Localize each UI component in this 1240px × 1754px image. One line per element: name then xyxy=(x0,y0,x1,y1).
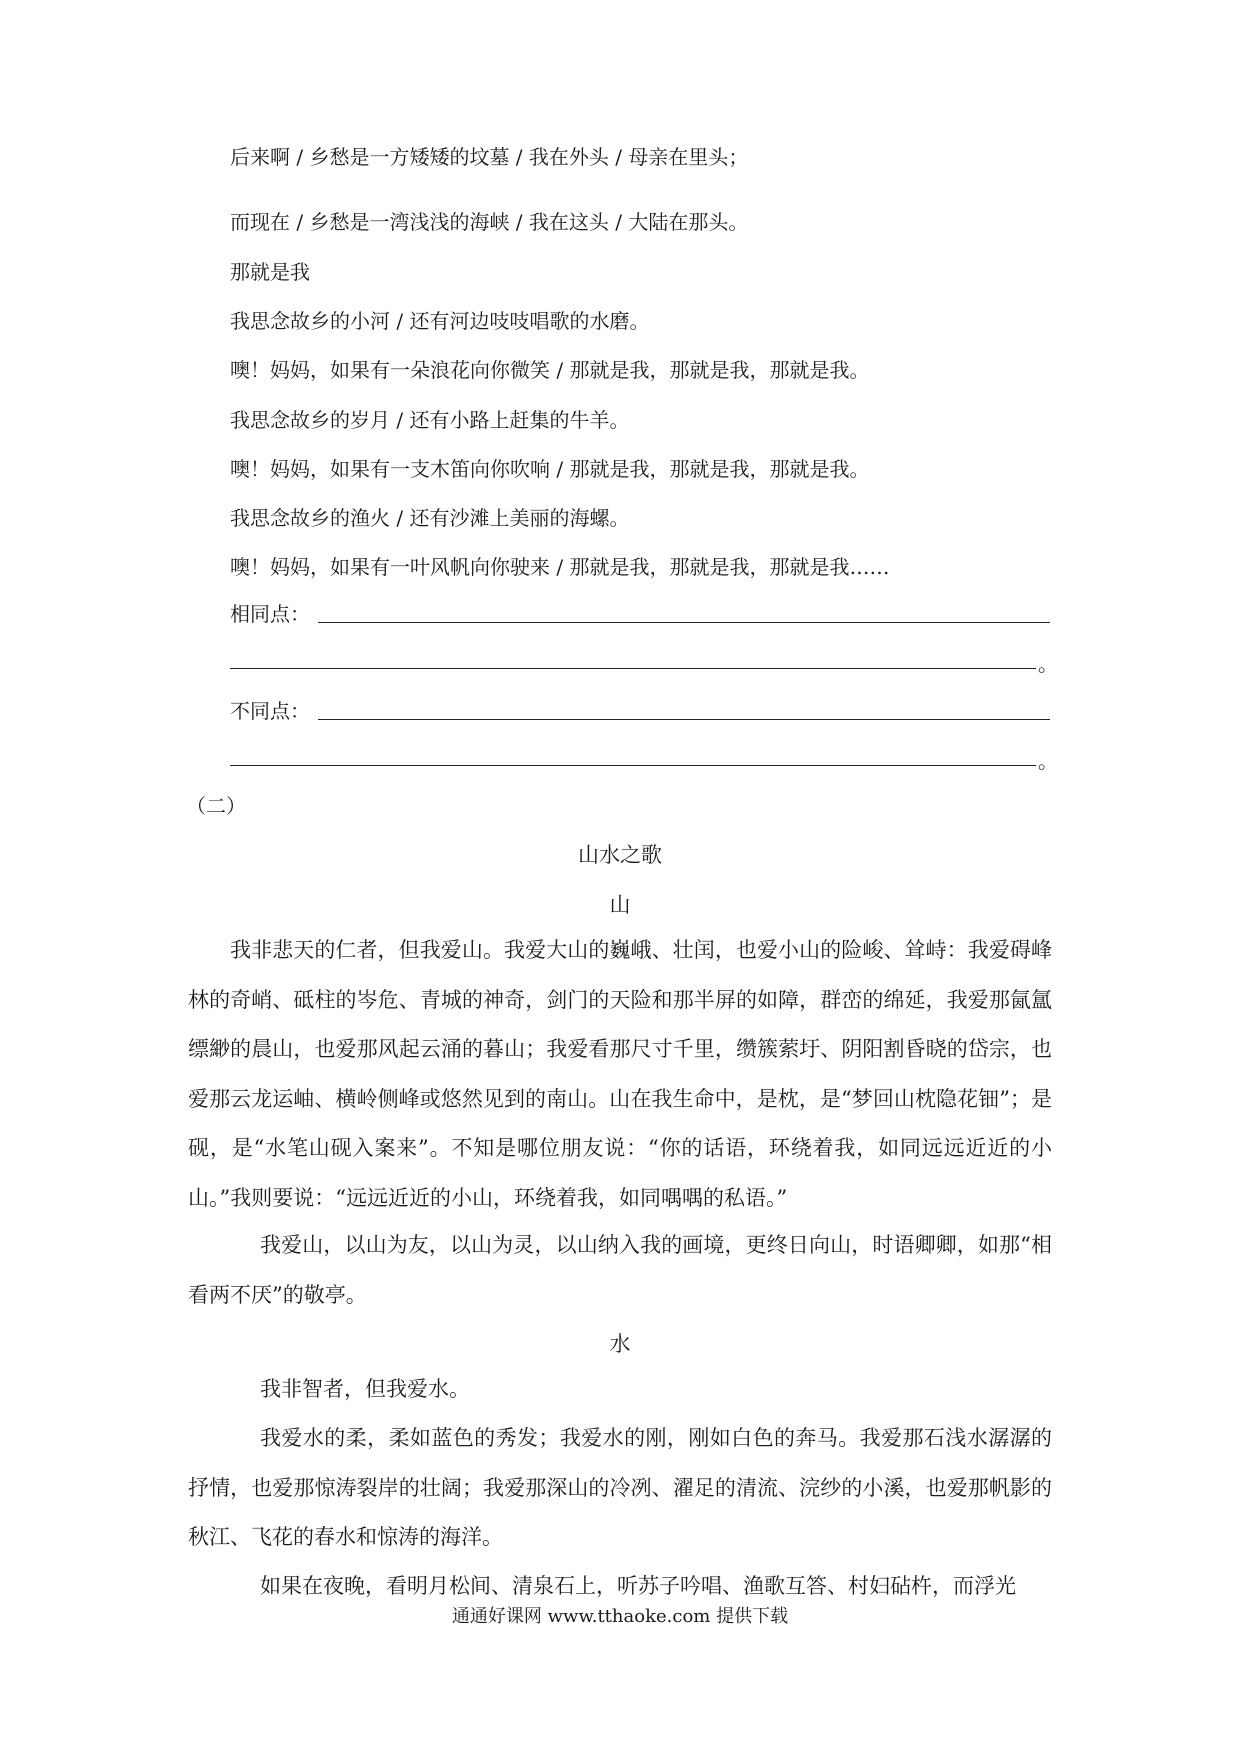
essay-title: 山水之歌 xyxy=(578,843,662,867)
water-paragraph: 如果在夜晚，看明月松间、清泉石上，听苏子吟唱、渔歌互答、村妇砧杵，而浮光 xyxy=(260,1574,1016,1598)
poem-line: 噢！妈妈，如果有一叶风帆向你驶来 / 那就是我，那就是我，那就是我…… xyxy=(230,555,890,579)
mountain-paragraph: 我非悲天的仁者，但我爱山。我爱大山的巍峨、壮闰，也爱小山的险峻、耸峙：我爱碍峰林的奇峭、砥柱的岑危、青城的神奇，剑门的天险和那半屏的如障，群峦的绵延，我爱那氤氲缥緲的晨山，也爱那风起云涌的暮山；我爱看那尺寸千里，缵簇萦圩、阴阳割昏晓的岱宗，也爱那云龙运岫、横岭侧峰或悠然见到的南山。山在我生命中，是枕，是“梦回山枕隐花钿”；是砚，是“水笔山砚入案来”。不知是哪位朋友说：“你的话语，环绕着我，如同远远近近的小山。”我则要说：“远远近近的小山，环绕着我，如同喁喁的私语。” xyxy=(188,938,1052,1210)
poem-line: 而现在 / 乡愁是一湾浅浅的海峡 / 我在这头 / 大陆在那头。 xyxy=(230,210,749,234)
poem-line: 噢！妈妈，如果有一支木笛向你吹响 / 那就是我，那就是我，那就是我。 xyxy=(230,457,870,481)
different-answer-row[interactable] xyxy=(230,697,1050,725)
water-paragraph: 我爱水的柔，柔如蓝色的秀发；我爱水的刚，刚如白色的奔马。我爱那石浅水潺潺的抒情，也爱那惊涛裂岸的壮阔；我爱那深山的冷冽、濯足的清流、浣纱的小溪，也爱那帆影的秋江、飞花的春水和惊涛的海洋。 xyxy=(188,1426,1052,1549)
poem-line: 后来啊 / 乡愁是一方矮矮的坟墓 / 我在外头 / 母亲在里头； xyxy=(230,145,749,169)
end-mark: 。 xyxy=(1038,652,1058,676)
different-label: 不同点： xyxy=(230,699,310,723)
similar-label: 相同点： xyxy=(230,602,310,626)
page-footer: 通通好课网 www.tthaoke.com 提供下载 xyxy=(451,1606,789,1627)
answer-line[interactable] xyxy=(230,668,1036,669)
answer-line xyxy=(318,622,1050,623)
poem-line: 我思念故乡的小河 / 还有河边吱吱唱歌的水磨。 xyxy=(230,309,650,333)
water-paragraph: 我非智者，但我爱水。 xyxy=(260,1377,470,1401)
poem-title: 那就是我 xyxy=(230,260,310,284)
poem-line: 噢！妈妈，如果有一朵浪花向你微笑 / 那就是我，那就是我，那就是我。 xyxy=(230,358,870,382)
poem-line: 我思念故乡的渔火 / 还有沙滩上美丽的海螺。 xyxy=(230,506,630,530)
poem-line: 我思念故乡的岁月 / 还有小路上赶集的牛羊。 xyxy=(230,408,630,432)
mountain-heading: 山 xyxy=(609,893,631,917)
water-heading: 水 xyxy=(609,1332,631,1356)
mountain-paragraph: 我爱山，以山为友，以山为灵，以山纳入我的画境，更终日向山，时语卿卿，如那“相看两不厌”的敬亭。 xyxy=(188,1233,1052,1307)
answer-line[interactable] xyxy=(230,765,1036,766)
similar-answer-row[interactable] xyxy=(230,600,1050,628)
section-number: （二） xyxy=(186,794,246,818)
answer-line xyxy=(318,719,1050,720)
end-mark: 。 xyxy=(1038,749,1058,773)
